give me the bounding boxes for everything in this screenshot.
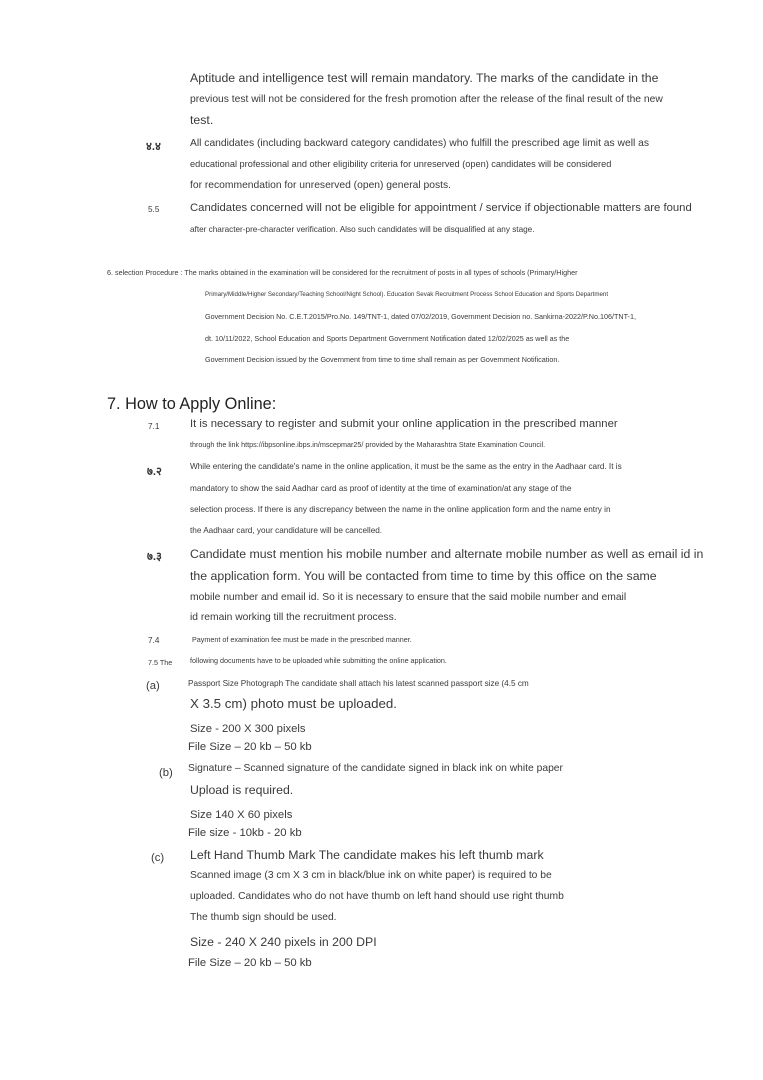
- size-spec: Size 140 X 60 pixels: [190, 809, 293, 821]
- file-size-spec: File Size – 20 kb – 50 kb: [188, 957, 312, 969]
- clause-number: ७.३: [147, 551, 162, 563]
- item-label: (c): [151, 852, 165, 864]
- text-line: Candidates concerned will not be eligible for appointment / service if objectionable matters are found: [190, 202, 692, 214]
- text-line: Primary/Middle/Higher Secondary/Teaching School/Night School). Education Sevak Recruitment Process School Education and Sports Department: [205, 291, 609, 298]
- text-line: mandatory to show the said Aadhar card as proof of identity at the time of examination/at any stage of the: [190, 484, 572, 493]
- clause-number: 7.5 The: [148, 658, 173, 667]
- size-spec: Size - 200 X 300 pixels: [190, 723, 306, 735]
- text-line: Aptitude and intelligence test will remain mandatory. The marks of the candidate in the: [190, 71, 659, 85]
- text-line: for recommendation for unreserved (open) general posts.: [190, 180, 451, 191]
- text-line: All candidates (including backward category candidates) who fulfill the prescribed age limit as well as: [190, 138, 650, 149]
- text-line: Signature – Scanned signature of the candidate signed in black ink on white paper: [188, 763, 563, 774]
- clause-number: 7.4: [148, 636, 160, 645]
- clause-number: 5.5: [148, 205, 160, 214]
- text-line: selection process. If there is any discrepancy between the name in the online application form and the name entry in: [190, 505, 611, 514]
- text-line: test.: [190, 113, 214, 127]
- text-line: Left Hand Thumb Mark The candidate makes his left thumb mark: [190, 848, 544, 862]
- text-line: mobile number and email id. So it is necessary to ensure that the said mobile number and email: [190, 592, 627, 603]
- file-size-spec: File size - 10kb - 20 kb: [188, 827, 302, 839]
- text-line: X 3.5 cm) photo must be uploaded.: [190, 696, 397, 711]
- text-line: following documents have to be uploaded while submitting the online application.: [190, 656, 447, 665]
- text-line: While entering the candidate's name in the online application, it must be the same as the entry in the Aadhaar card. It is: [190, 462, 622, 471]
- text-line: uploaded. Candidates who do not have thumb on left hand should use right thumb: [190, 891, 564, 902]
- text-line: Candidate must mention his mobile number and alternate mobile number as well as email id in: [190, 547, 704, 561]
- item-label: (a): [146, 680, 160, 692]
- item-label: (b): [159, 767, 173, 779]
- clause-number: 7.1: [148, 422, 160, 431]
- text-line: the application form. You will be contacted from time to time by this office on the same: [190, 569, 657, 583]
- text-line: the Aadhaar card, your candidature will be cancelled.: [190, 526, 383, 535]
- text-line: 6. selection Procedure : The marks obtained in the examination will be considered for the recruitment of posts in all types of schools (Primary/Higher: [107, 268, 578, 277]
- text-line: Payment of examination fee must be made in the prescribed manner.: [192, 635, 412, 644]
- text-line: Government Decision No. C.E.T.2015/Pro.No. 149/TNT-1, dated 07/02/2019, Government Decision no. Sankirna-2022/P.No.106/TNT-1,: [205, 312, 636, 321]
- text-line: Upload is required.: [190, 783, 294, 797]
- size-spec: Size - 240 X 240 pixels in 200 DPI: [190, 935, 377, 949]
- text-line: The thumb sign should be used.: [190, 912, 337, 923]
- text-line: id remain working till the recruitment process.: [190, 612, 397, 623]
- section-heading: 7. How to Apply Online:: [107, 395, 277, 413]
- text-line: dt. 10/11/2022, School Education and Sports Department Government Notification dated 12/02/2025 as well as the: [205, 334, 570, 343]
- text-line: Government Decision issued by the Government from time to time shall remain as per Government Notification.: [205, 355, 560, 364]
- text-line: Passport Size Photograph The candidate shall attach his latest scanned passport size (4.5 cm: [188, 679, 529, 688]
- text-line: educational professional and other eligibility criteria for unreserved (open) candidates will be considered: [190, 159, 612, 169]
- text-line: after character-pre-character verification. Also such candidates will be disqualified at any stage.: [190, 225, 535, 234]
- text-line: through the link https://ibpsonline.ibps.in/mscepmar25/ provided by the Maharashtra State Examination Council.: [190, 440, 546, 449]
- file-size-spec: File Size – 20 kb – 50 kb: [188, 741, 312, 753]
- text-line: previous test will not be considered for the fresh promotion after the release of the final result of the new: [190, 94, 663, 105]
- clause-number: ४.४: [146, 141, 161, 153]
- text-line: It is necessary to register and submit your online application in the prescribed manner: [190, 418, 618, 430]
- clause-number: ७.२: [147, 466, 162, 478]
- text-line: Scanned image (3 cm X 3 cm in black/blue ink on white paper) is required to be: [190, 870, 552, 881]
